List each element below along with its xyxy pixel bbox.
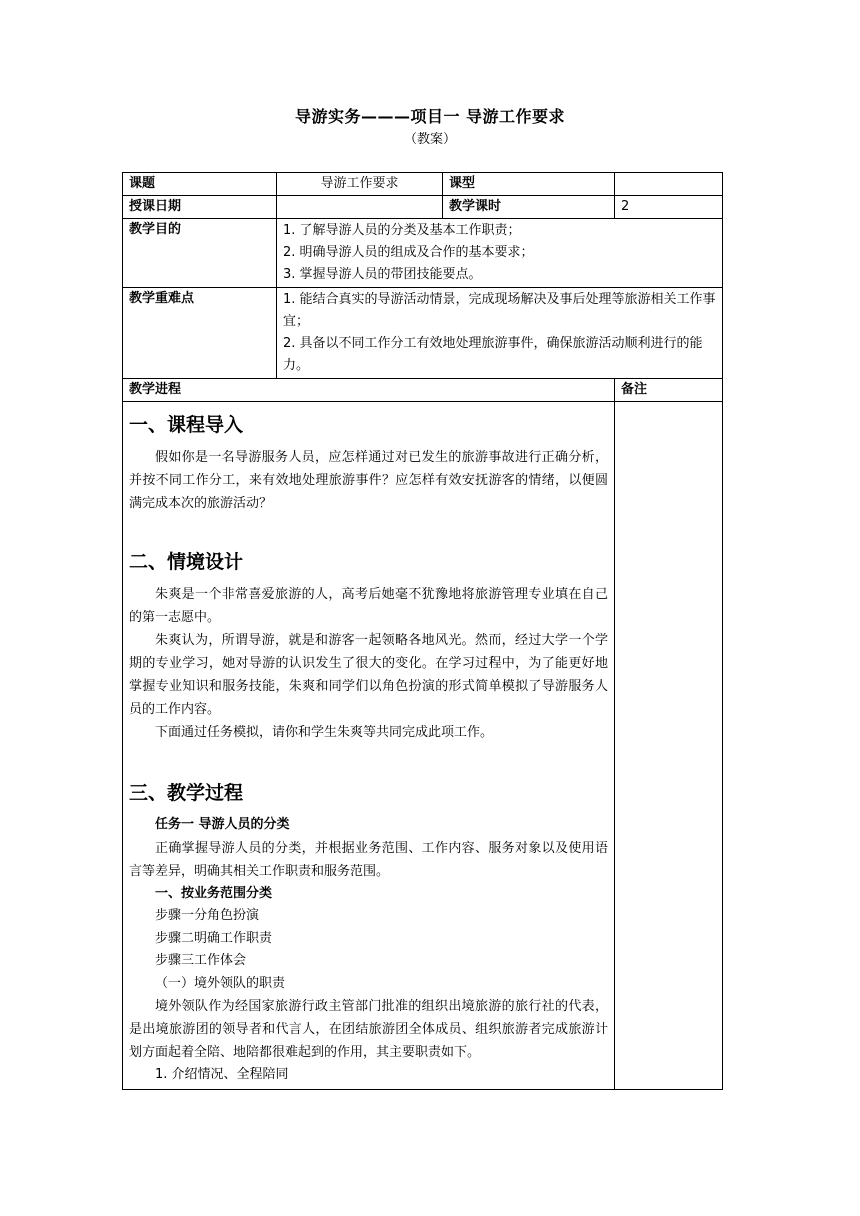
paragraph: 正确掌握导游人员的分类，并根据业务范围、工作内容、服务对象以及使用语言等差异，明确其相关工作职责和服务范围。	[129, 840, 608, 879]
section-heading-scenario: 二、情境设计	[129, 551, 244, 573]
label-class-hours: 教学课时	[443, 196, 615, 219]
goals-cell	[277, 219, 723, 288]
step-item: 步骤一分角色扮演	[155, 908, 260, 923]
subsection-heading: （一）境外领队的职责	[155, 975, 286, 991]
keypoints-cell	[277, 288, 723, 379]
step-item: 步骤二明确工作职责	[155, 930, 273, 946]
paragraph: 朱爽认为，所谓导游，就是和游客一起领略各地风光。然而，经过大学一个学期的专业学习，她对导游的认识发生了很大的变化。在学习过程中，为了能更好地掌握专业知识和服务技能，朱爽和同学们以角色扮演的形式简单模拟了导游服务人员的工作内容。	[129, 633, 608, 717]
section-heading-process: 三、教学过程	[129, 782, 244, 804]
label-goals: 教学目的	[123, 219, 277, 288]
table-row-keypoints	[123, 288, 723, 379]
label-lesson-type: 课型	[443, 173, 615, 196]
step-item: 步骤三工作体会	[155, 953, 247, 968]
paragraph: 朱爽是一个非常喜爱旅游的人，高考后她毫不犹豫地将旅游管理专业填在自己的第一志愿中。	[129, 587, 608, 625]
lesson-plan-table	[122, 172, 723, 1090]
label-remark: 备注	[615, 379, 723, 402]
process-content	[123, 402, 615, 1090]
goal-item: 2. 明确导游人员的组成及合作的基本要求；	[283, 245, 534, 260]
paragraph: 假如你是一名导游服务人员，应怎样通过对已发生的旅游事故进行正确分析，并按不同工作分工，来有效地处理旅游事件？应怎样有效安抚游客的情绪，以便圆满完成本次的旅游活动？	[129, 450, 608, 511]
table-row-process-header	[123, 379, 723, 402]
value-lesson-type	[615, 173, 723, 196]
goal-item: 1. 了解导游人员的分类及基本工作职责；	[283, 223, 521, 238]
label-topic: 课题	[123, 173, 277, 196]
value-date	[277, 196, 443, 219]
goal-item: 3. 掌握导游人员的带团技能要点。	[283, 267, 482, 282]
section-heading-intro: 一、课程导入	[129, 414, 244, 436]
list-item: 1. 介绍情况、全程陪同	[155, 1067, 289, 1082]
keypoint-item: 2. 具备以不同工作分工有效地处理旅游事件，确保旅游活动顺利进行的能力。	[283, 336, 703, 373]
label-keypoints: 教学重难点	[123, 288, 277, 379]
category-heading: 一、按业务范围分类	[155, 885, 273, 901]
value-topic: 导游工作要求	[277, 173, 443, 196]
label-process: 教学进程	[123, 379, 615, 402]
document-title: 导游实务———项目一 导游工作要求	[294, 107, 566, 126]
value-class-hours: 2	[615, 196, 723, 219]
table-row-date	[123, 196, 723, 219]
table-row-topic	[123, 173, 723, 196]
task-heading: 任务一 导游人员的分类	[155, 817, 290, 832]
table-row-goals	[123, 219, 723, 288]
document-subtitle: （教案）	[403, 132, 456, 147]
paragraph: 境外领队作为经国家旅游行政主管部门批准的组织出境旅游的旅行社的代表，是出境旅游团的领导者和代言人，在团结旅游团全体成员、组织旅游者完成旅游计划方面起着全陪、地陪都很难起到的作用，其主要职责如下。	[129, 999, 608, 1060]
table-row-content	[123, 402, 723, 1090]
label-date: 授课日期	[123, 196, 277, 219]
remark-cell	[615, 402, 723, 1090]
keypoint-item: 1. 能结合真实的导游活动情景，完成现场解决及事后处理等旅游相关工作事宜；	[283, 292, 716, 329]
paragraph: 下面通过任务模拟，请你和学生朱爽等共同完成此项工作。	[155, 725, 494, 740]
